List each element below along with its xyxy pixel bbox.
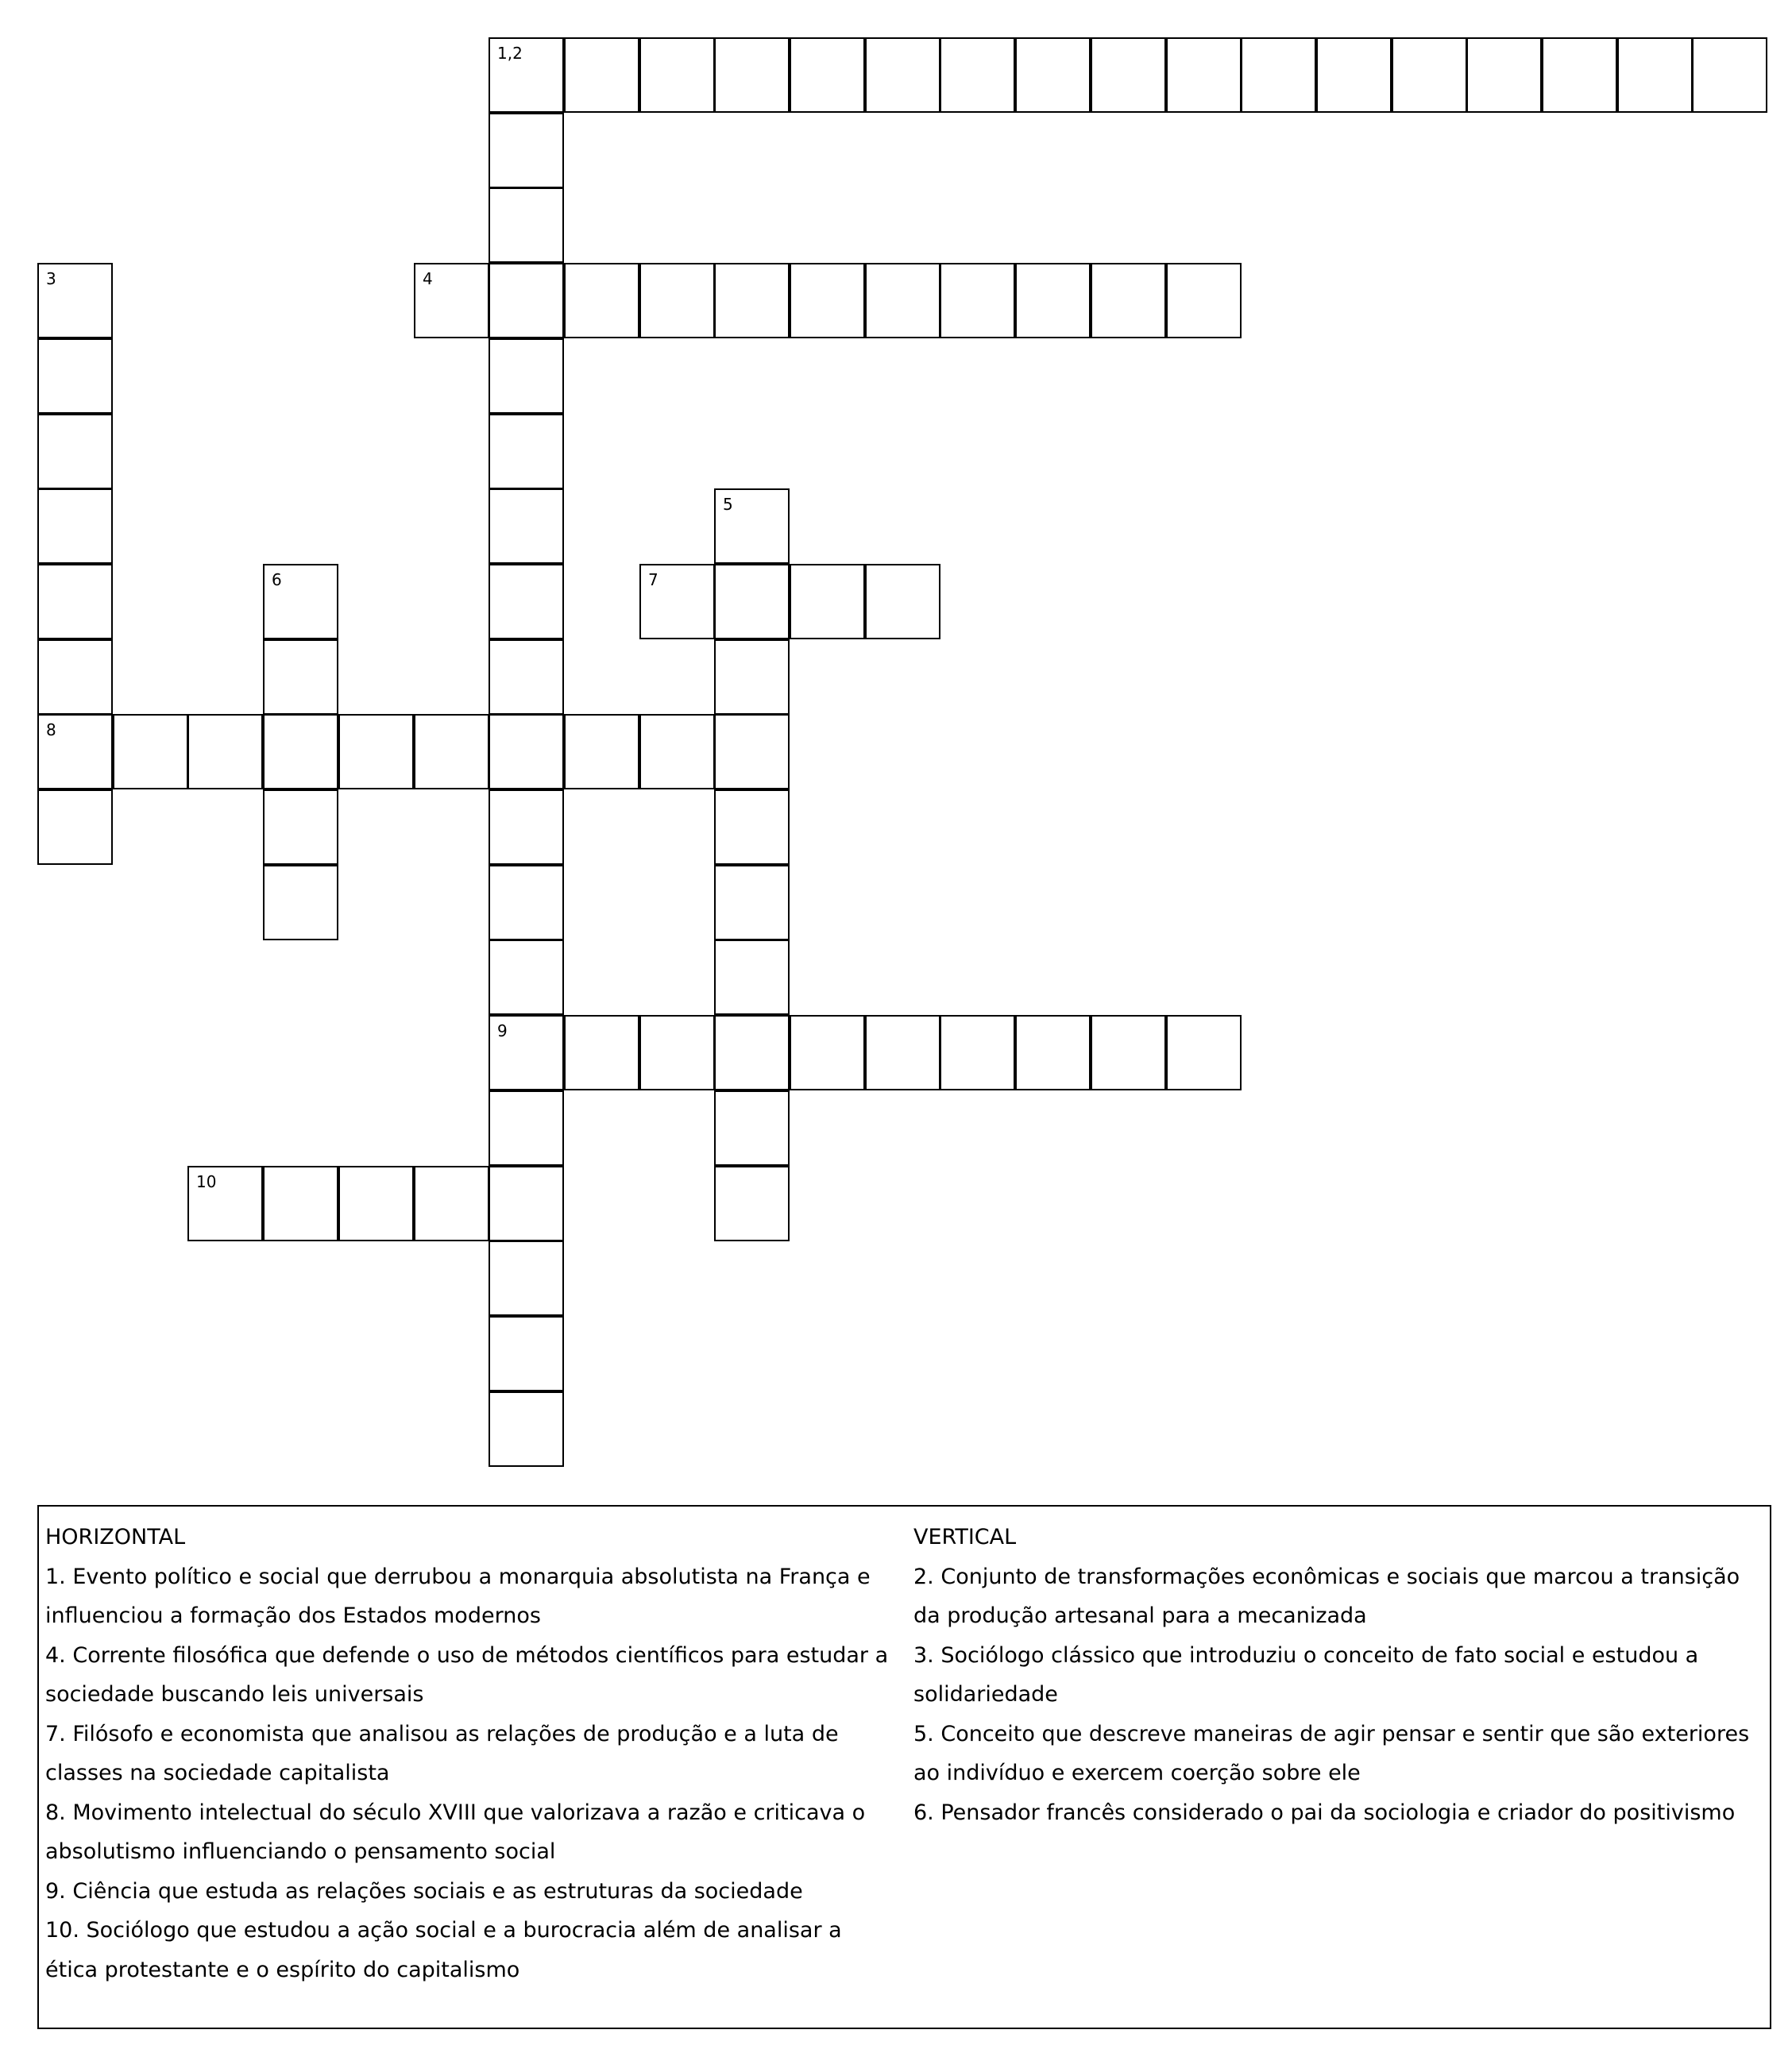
vertical-clue-list [913, 1557, 1767, 1833]
crossword-cell[interactable] [1015, 1015, 1091, 1090]
crossword-cell[interactable] [639, 37, 715, 113]
crossword-cell[interactable] [489, 1391, 564, 1467]
crossword-cell[interactable] [414, 714, 489, 789]
clue-number: 4 [423, 269, 433, 288]
crossword-cell[interactable] [489, 1015, 564, 1090]
crossword-cell[interactable] [37, 414, 113, 489]
crossword-cell[interactable] [1316, 37, 1392, 113]
clue-number: 5 [723, 495, 733, 514]
crossword-cell[interactable] [564, 263, 639, 338]
crossword-cell[interactable] [1015, 263, 1091, 338]
clue-number: 1,2 [497, 44, 523, 63]
crossword-cell[interactable] [489, 940, 564, 1015]
crossword-cell[interactable] [489, 263, 564, 338]
crossword-cell[interactable] [489, 414, 564, 489]
crossword-cell[interactable] [714, 789, 790, 865]
crossword-cell[interactable] [338, 1166, 414, 1241]
crossword-cell[interactable] [714, 714, 790, 789]
crossword-cell[interactable] [37, 263, 113, 338]
crossword-cell[interactable] [37, 714, 113, 789]
crossword-cell[interactable] [1166, 37, 1242, 113]
crossword-cell[interactable] [790, 1015, 865, 1090]
crossword-cell[interactable] [414, 263, 489, 338]
crossword-cell[interactable] [489, 488, 564, 564]
crossword-cell[interactable] [489, 639, 564, 715]
clue-v-5: 5. Conceito que descreve maneiras de agir pensar e sentir que são exteriores ao indivíduo e exercem coerção sobre ele [913, 1721, 1750, 1785]
crossword-cell[interactable] [865, 564, 940, 639]
clue-number: 7 [648, 570, 658, 589]
crossword-cell[interactable] [489, 1166, 564, 1241]
crossword-cell[interactable] [113, 714, 188, 789]
clue-h-8: 8. Movimento intelectual do século XVIII que valorizava a razão e criticava o absolutismo influenciando o pensamento social [45, 1800, 866, 1864]
crossword-cell[interactable] [940, 263, 1015, 338]
crossword-cell[interactable] [489, 1090, 564, 1166]
crossword-cell[interactable] [714, 865, 790, 940]
crossword-cell[interactable] [639, 1015, 715, 1090]
clue-number: 9 [497, 1021, 508, 1040]
crossword-cell[interactable] [263, 714, 338, 789]
crossword-cell[interactable] [489, 789, 564, 865]
crossword-cell[interactable] [187, 714, 263, 789]
crossword-cell[interactable] [1091, 1015, 1166, 1090]
crossword-cell[interactable] [37, 789, 113, 865]
crossword-cell[interactable] [790, 37, 865, 113]
clue-number: 6 [272, 570, 282, 589]
clue-number: 8 [46, 720, 56, 739]
crossword-cell[interactable] [489, 714, 564, 789]
clue-v-6: 6. Pensador francês considerado o pai da sociologia e criador do positivismo [913, 1800, 1736, 1825]
crossword-cell[interactable] [187, 1166, 263, 1241]
horizontal-clue-list [45, 1557, 899, 1990]
clue-v-3: 3. Sociólogo clássico que introduziu o conceito de fato social e estudou a solidariedade [913, 1642, 1699, 1707]
crossword-cell[interactable] [263, 865, 338, 940]
crossword-cell[interactable] [865, 1015, 940, 1090]
crossword-cell[interactable] [489, 338, 564, 414]
crossword-cell[interactable] [338, 714, 414, 789]
crossword-cell[interactable] [714, 564, 790, 639]
crossword-cell[interactable] [1392, 37, 1467, 113]
crossword-cell[interactable] [714, 488, 790, 564]
horizontal-heading: HORIZONTAL [45, 1525, 186, 1549]
crossword-cell[interactable] [639, 564, 715, 639]
crossword-cell[interactable] [714, 940, 790, 1015]
clue-number: 10 [196, 1172, 217, 1191]
crossword-cell[interactable] [714, 1090, 790, 1166]
crossword-cell[interactable] [639, 714, 715, 789]
crossword-cell[interactable] [263, 564, 338, 639]
clue-h-7: 7. Filósofo e economista que analisou as relações de produção e a luta de classes na sociedade capitalista [45, 1721, 839, 1785]
crossword-cell[interactable] [37, 639, 113, 715]
crossword-cell[interactable] [489, 865, 564, 940]
crossword-cell[interactable] [1091, 263, 1166, 338]
crossword-cell[interactable] [489, 1241, 564, 1316]
crossword-cell[interactable] [37, 564, 113, 639]
horizontal-clues [45, 1518, 899, 1989]
crossword-cell[interactable] [714, 1015, 790, 1090]
crossword-cell[interactable] [714, 37, 790, 113]
vertical-heading: VERTICAL [913, 1525, 1017, 1549]
vertical-clues [913, 1518, 1767, 1832]
crossword-cell[interactable] [790, 263, 865, 338]
crossword-cell[interactable] [714, 1166, 790, 1241]
clue-h-10: 10. Sociólogo que estudou a ação social e a burocracia além de analisar a ética protestante e o espírito do capitalismo [45, 1918, 842, 1982]
crossword-cell[interactable] [790, 564, 865, 639]
clue-v-2: 2. Conjunto de transformações econômicas e sociais que marcou a transição da produção artesanal para a mecanizada [913, 1564, 1740, 1628]
crossword-cell[interactable] [489, 37, 564, 113]
crossword-cell[interactable] [1166, 263, 1242, 338]
crossword-cell[interactable] [1241, 37, 1316, 113]
crossword-cell[interactable] [1466, 37, 1542, 113]
crossword-cell[interactable] [564, 714, 639, 789]
clue-number: 3 [46, 269, 56, 288]
crossword-cell[interactable] [489, 1316, 564, 1391]
crossword-cell[interactable] [714, 639, 790, 715]
crossword-cell[interactable] [714, 263, 790, 338]
crossword-cell[interactable] [1617, 37, 1693, 113]
crossword-cell[interactable] [489, 564, 564, 639]
crossword-cell[interactable] [489, 187, 564, 263]
crossword-cell[interactable] [865, 263, 940, 338]
crossword-cell[interactable] [1091, 37, 1166, 113]
crossword-cell[interactable] [263, 1166, 338, 1241]
crossword-cell[interactable] [37, 488, 113, 564]
crossword-cell[interactable] [263, 789, 338, 865]
crossword-cell[interactable] [263, 639, 338, 715]
crossword-cell[interactable] [940, 1015, 1015, 1090]
clue-h-9: 9. Ciência que estuda as relações sociais e as estruturas da sociedade [45, 1878, 803, 1904]
crossword-cell[interactable] [1542, 37, 1617, 113]
crossword-cell[interactable] [414, 1166, 489, 1241]
crossword-cell[interactable] [37, 338, 113, 414]
crossword-cell[interactable] [564, 37, 639, 113]
crossword-cell[interactable] [564, 1015, 639, 1090]
clue-h-4: 4. Corrente filosófica que defende o uso de métodos científicos para estudar a sociedade buscando leis universais [45, 1642, 889, 1707]
crossword-cell[interactable] [639, 263, 715, 338]
crossword-cell[interactable] [865, 37, 940, 113]
crossword-cell[interactable] [1015, 37, 1091, 113]
crossword-cell[interactable] [1692, 37, 1767, 113]
crossword-cell[interactable] [940, 37, 1015, 113]
crossword-cell[interactable] [1166, 1015, 1242, 1090]
crossword-cell[interactable] [489, 113, 564, 188]
clues-box [37, 1505, 1771, 2029]
clue-h-1: 1. Evento político e social que derrubou a monarquia absolutista na França e influenciou a formação dos Estados modernos [45, 1564, 871, 1628]
